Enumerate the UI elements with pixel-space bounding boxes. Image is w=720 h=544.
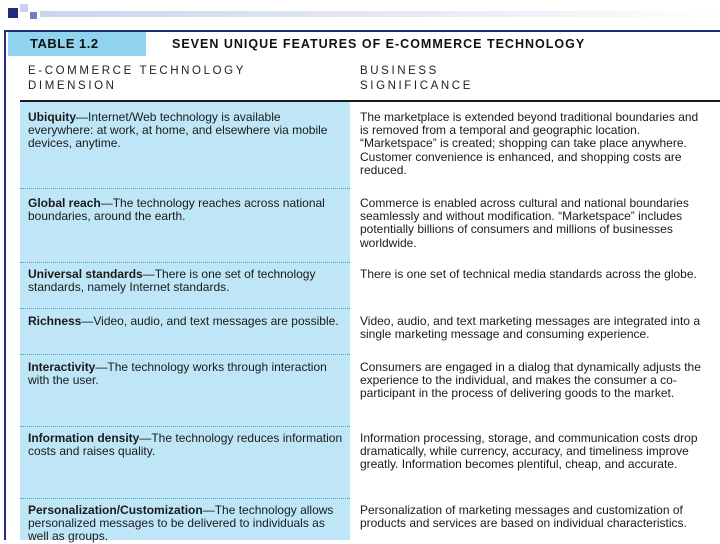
table-row-significance-ubiquity: The marketplace is extended beyond traditional boundaries and is removed from a temporal and geographic location. “Marketspace” is created; shopping can take place anywhere. Customer convenience is enhanced, and shopping costs are reduced. bbox=[360, 110, 699, 177]
column-header-dimension-line1: E-COMMERCE TECHNOLOGY bbox=[28, 65, 246, 77]
table-row-dimension-interactivity bbox=[28, 361, 346, 387]
row-rule bbox=[20, 188, 350, 189]
decor-square-dark bbox=[8, 8, 18, 18]
row-rule bbox=[20, 426, 350, 427]
feature-description: The technology reduces information costs and raises quality. bbox=[28, 431, 343, 459]
column-header-significance-line1: BUSINESS bbox=[360, 65, 439, 77]
em-dash: — bbox=[142, 267, 155, 281]
table-row-dimension-universal-standards bbox=[28, 268, 346, 294]
table-row-significance-universal-standards: There is one set of technical media standards across the globe. bbox=[360, 267, 697, 281]
table-row-dimension-personalization bbox=[28, 504, 346, 544]
column-header-significance bbox=[360, 64, 473, 94]
feature-description: The technology allows personalized messages to be delivered to individuals as well as groups. bbox=[28, 503, 334, 544]
table-row-dimension-information-density bbox=[28, 432, 346, 458]
feature-description: The technology works through interaction with the user. bbox=[28, 360, 327, 388]
decor-top-strip bbox=[40, 11, 720, 17]
em-dash: — bbox=[81, 314, 94, 328]
feature-description: The technology reaches across national boundaries, around the earth. bbox=[28, 196, 325, 224]
column-header-significance-line2: SIGNIFICANCE bbox=[360, 80, 473, 92]
table-row-dimension-richness bbox=[28, 315, 346, 328]
feature-description: Video, audio, and text messages are possible. bbox=[93, 314, 339, 328]
feature-term: Interactivity bbox=[28, 360, 96, 374]
decor-square-mid bbox=[30, 12, 37, 19]
em-dash: — bbox=[76, 110, 88, 124]
row-rule bbox=[20, 498, 350, 499]
table-row-dimension-global-reach bbox=[28, 197, 346, 223]
table-row-significance-interactivity: Consumers are engaged in a dialog that dynamically adjusts the experience to the individual, and makes the consumer a co-participant in the process of delivering goods to the market. bbox=[360, 360, 701, 401]
column-header-dimension-line2: DIMENSION bbox=[28, 80, 117, 92]
row-rule bbox=[20, 262, 350, 263]
em-dash: — bbox=[95, 360, 108, 374]
decor-square-light bbox=[20, 4, 28, 12]
table-row-significance-richness: Video, audio, and text marketing messages are integrated into a single marketing message and consuming experience. bbox=[360, 314, 700, 342]
table-row-significance-information-density: Information processing, storage, and communication costs drop dramatically, while currency, accuracy, and timeliness improve greatly. Information becomes plentiful, cheap, and accurate. bbox=[360, 431, 698, 472]
feature-term: Personalization/Customization bbox=[28, 503, 203, 517]
feature-term: Richness bbox=[28, 314, 82, 328]
table-row-significance-global-reach: Commerce is enabled across cultural and national boundaries seamlessly and without modification. “Marketspace” includes potentially billions of consumers and millions of businesses worldwide. bbox=[360, 196, 689, 250]
table-title: SEVEN UNIQUE FEATURES OF E-COMMERCE TECHNOLOGY bbox=[172, 37, 586, 51]
table-row-dimension-ubiquity bbox=[28, 111, 346, 151]
feature-term: Universal standards bbox=[28, 267, 143, 281]
em-dash: — bbox=[139, 431, 152, 445]
feature-term: Information density bbox=[28, 431, 140, 445]
em-dash: — bbox=[100, 196, 113, 210]
column-separator bbox=[350, 102, 354, 540]
row-rule bbox=[20, 354, 350, 355]
feature-term: Ubiquity bbox=[28, 110, 76, 124]
row-rule bbox=[20, 308, 350, 309]
column-header-dimension bbox=[28, 64, 246, 94]
feature-description: There is one set of technology standards, namely Internet standards. bbox=[28, 267, 316, 295]
feature-term: Global reach bbox=[28, 196, 101, 210]
feature-description: Internet/Web technology is available everywhere: at work, at home, and elsewhere via mobile devices, anytime. bbox=[28, 110, 328, 151]
table-label: TABLE 1.2 bbox=[8, 32, 146, 56]
em-dash: — bbox=[202, 503, 215, 517]
table-row-significance-personalization: Personalization of marketing messages and customization of products and services are based on individual characteristics. bbox=[360, 503, 687, 531]
